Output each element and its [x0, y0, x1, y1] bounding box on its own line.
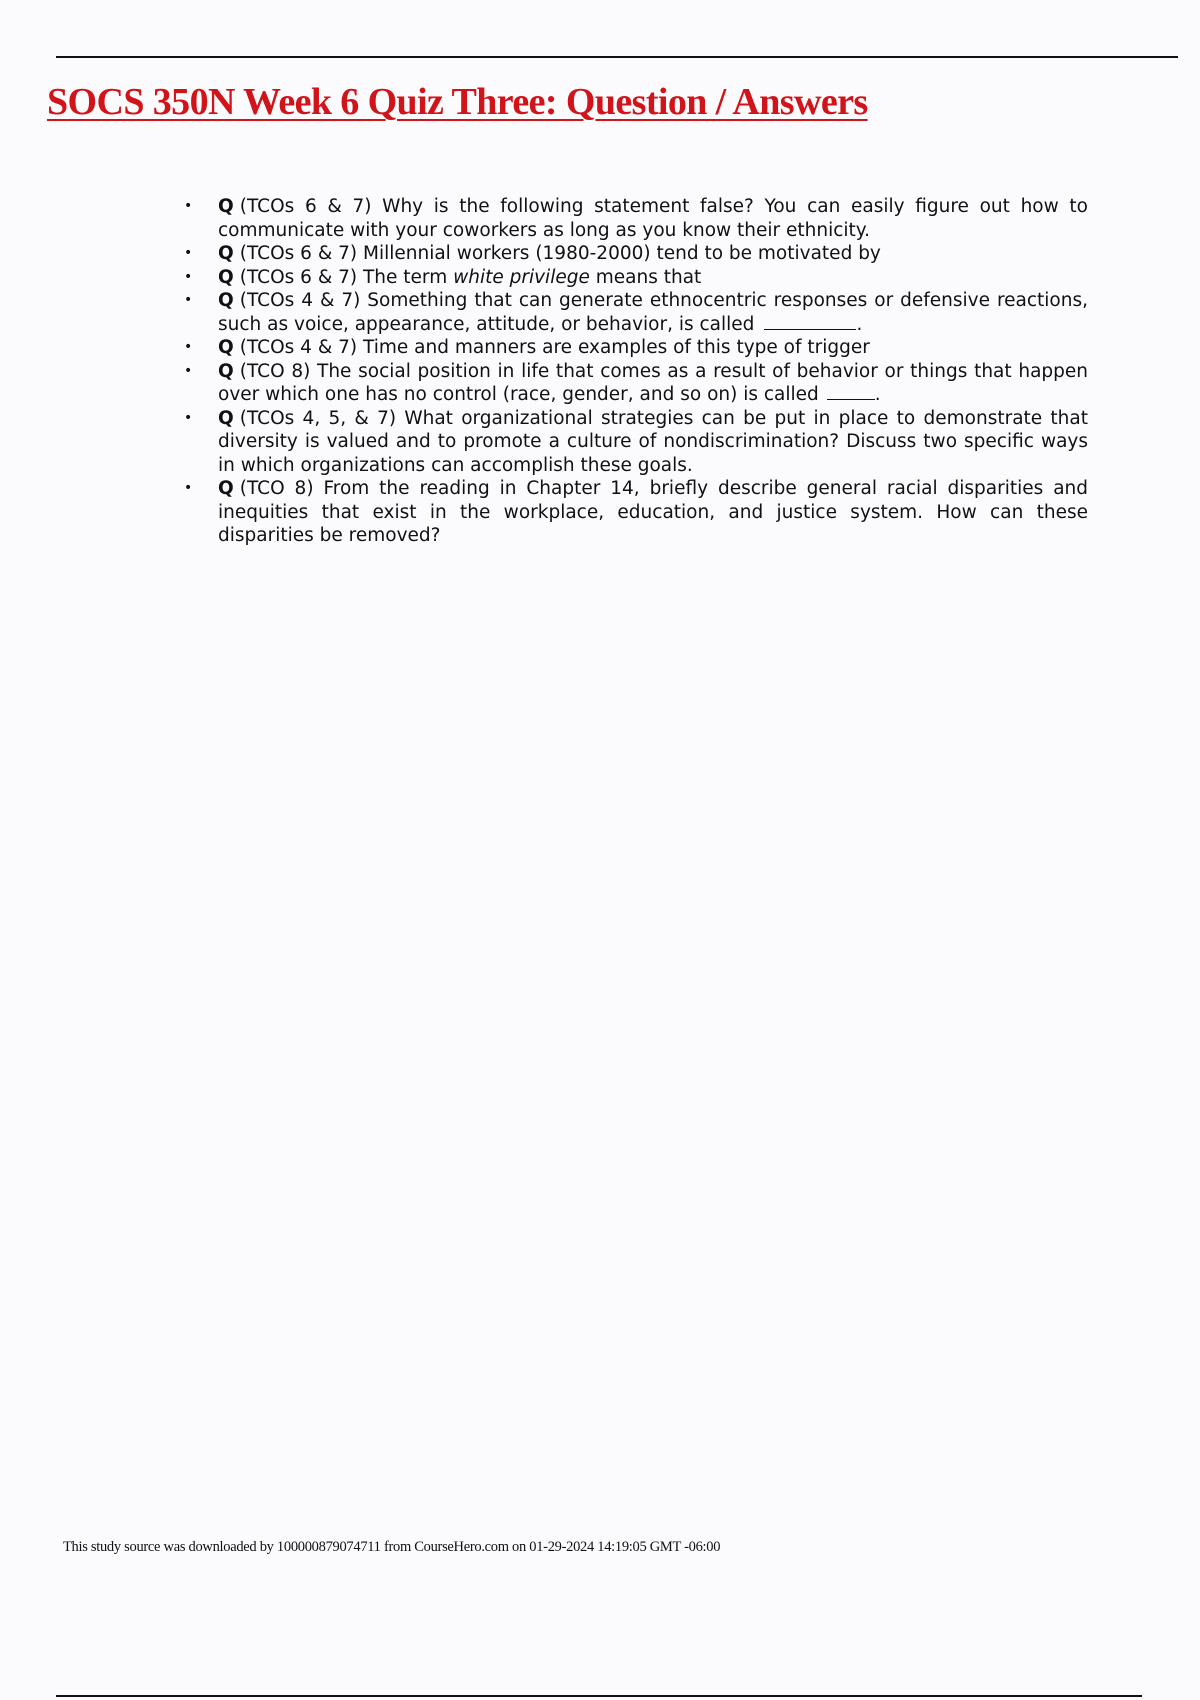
bullet-icon: • [184, 292, 193, 308]
question-text: (TCOs 4 & 7) Something that can generate ethnocentric responses or defensive reactions, such as voice, appearance, attitude, or behavior, is called [218, 290, 1088, 335]
question-marker: Q [218, 337, 234, 358]
bullet-icon: • [184, 362, 193, 379]
bullet-icon: • [184, 198, 193, 214]
question-item [184, 360, 1088, 407]
question-marker: Q [218, 290, 234, 311]
question-marker: Q [218, 407, 234, 429]
question-text: (TCOs 6 & 7) Why is the following statement false? You can easily figure out how to communicate with your coworkers as long as you know their ethnicity. [218, 196, 1088, 241]
download-footer: This study source was downloaded by 100000879074711 from CourseHero.com on 01-29-2024 14:19:05 GMT -06:00 [63, 1539, 721, 1555]
question-marker: Q [218, 243, 234, 264]
document-title: SOCS 350N Week 6 Quiz Three: Question / Answers [47, 81, 868, 123]
question-text-tail: means that [589, 266, 702, 288]
question-list [184, 195, 1088, 548]
question-marker: Q [218, 266, 234, 288]
question-item [184, 336, 1088, 360]
question-marker: Q [218, 360, 234, 382]
question-text: (TCOs 6 & 7) The term [239, 266, 454, 288]
bullet-icon: • [184, 245, 193, 261]
question-item [184, 242, 1088, 266]
question-text: (TCOs 4, 5, & 7) What organizational strategies can be put in place to demonstrate that diversity is valued and to promote a culture of nondiscrimination? Discuss two specific ways in which organizations can accomplish these goals. [218, 407, 1088, 476]
bullet-icon: • [184, 268, 193, 285]
question-item [184, 266, 1088, 290]
question-marker: Q [218, 478, 234, 499]
top-rule [56, 56, 1178, 58]
bullet-icon: • [184, 480, 193, 496]
question-text: (TCOs 6 & 7) Millennial workers (1980-2000) tend to be motivated by [239, 243, 881, 264]
question-item [184, 289, 1088, 336]
question-item [184, 407, 1088, 478]
question-text: (TCO 8) The social position in life that comes as a result of behavior or things that happen over which one has no control (race, gender, and so on) is called [218, 360, 1088, 405]
bullet-icon: • [184, 339, 193, 355]
answer-blank [764, 313, 856, 330]
question-text-tail: . [874, 384, 881, 405]
bullet-icon: • [184, 409, 193, 426]
question-text: (TCO 8) From the reading in Chapter 14, briefly describe general racial disparities and inequities that exist in the workplace, education, and justice system. How can these disparities be removed? [218, 478, 1088, 546]
bottom-rule [56, 1695, 1142, 1697]
question-item [184, 477, 1088, 548]
question-item [184, 195, 1088, 242]
question-text-tail: . [856, 313, 863, 335]
answer-blank [827, 383, 875, 400]
question-marker: Q [218, 196, 234, 217]
question-text: (TCOs 4 & 7) Time and manners are examples of this type of trigger [239, 337, 870, 358]
question-italic-term: white privilege [453, 266, 590, 288]
